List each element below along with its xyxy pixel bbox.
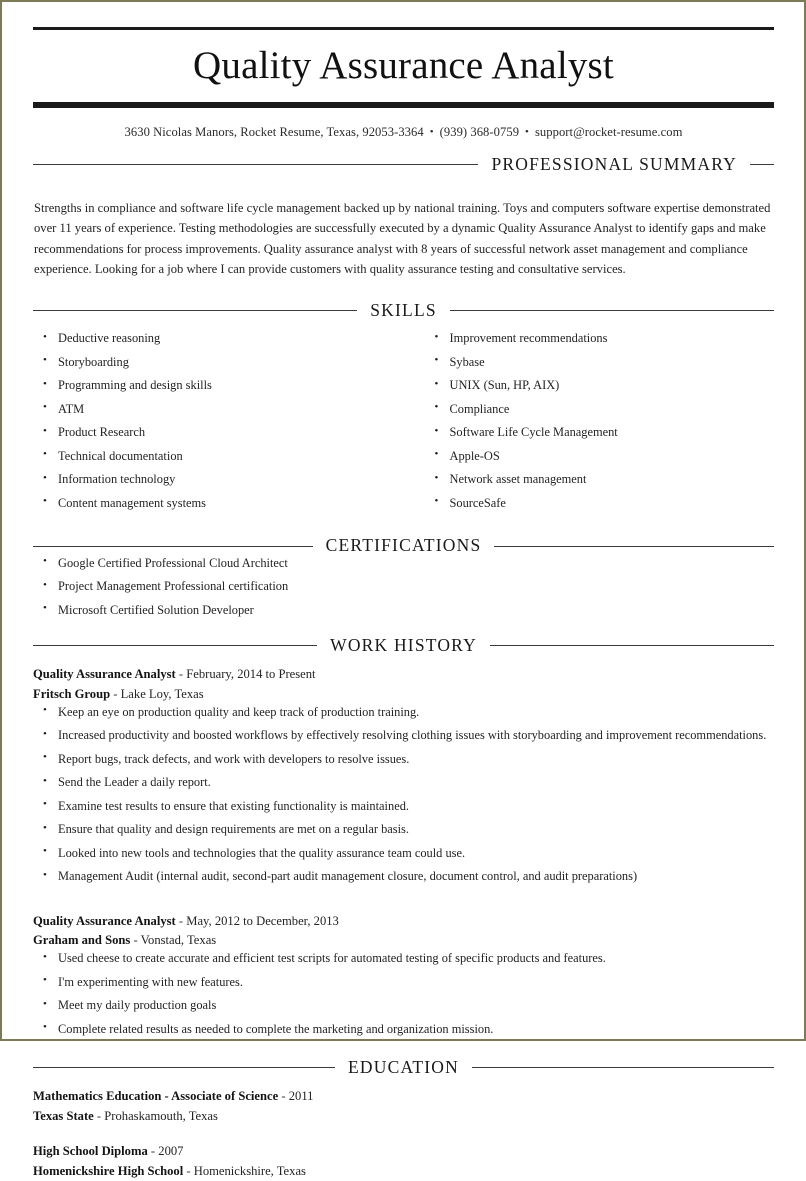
resume-content xyxy=(2,2,804,1178)
list-item: • Send the Leader a daily report. xyxy=(33,774,774,791)
heading-rule-left xyxy=(33,546,313,547)
heading-rule-right xyxy=(450,310,774,311)
list-item: • Complete related results as needed to complete the marketing and organization mission. xyxy=(33,1021,774,1038)
list-item: • Microsoft Certified Solution Developer xyxy=(33,602,774,619)
job-company-line xyxy=(33,931,774,950)
list-item: • Keep an eye on production quality and keep track of production training. xyxy=(33,704,774,721)
list-item: • ATM xyxy=(33,401,404,418)
list-item: • Management Audit (internal audit, second-part audit management closure, document control, and audit preparations) xyxy=(33,868,774,885)
section-work-history xyxy=(33,634,774,1038)
list-item: • Information technology xyxy=(33,471,404,488)
section-title: PROFESSIONAL SUMMARY xyxy=(491,153,737,174)
job-company: Graham and Sons xyxy=(33,932,131,947)
section-heading-education xyxy=(33,1056,774,1077)
list-item: • Looked into new tools and technologies that the quality assurance team could use. xyxy=(33,845,774,862)
section-title: EDUCATION xyxy=(348,1056,459,1077)
list-item: • Content management systems xyxy=(33,495,404,512)
education-location: Prohaskamouth, Texas xyxy=(104,1108,218,1123)
section-skills xyxy=(33,299,774,519)
skills-column-left xyxy=(33,330,404,518)
separator-dash: - xyxy=(113,686,118,701)
contact-address: 3630 Nicolas Manors, Rocket Resume, Texas, 92053-3364 xyxy=(124,124,424,139)
heading-rule-right xyxy=(472,1067,774,1068)
section-professional-summary xyxy=(33,153,774,280)
education-degree: Mathematics Education - Associate of Science xyxy=(33,1089,279,1104)
resume-header xyxy=(33,27,774,108)
list-item: • Software Life Cycle Management xyxy=(425,424,775,441)
job-dates: February, 2014 to Present xyxy=(186,667,316,682)
education-entry xyxy=(33,1126,774,1181)
list-item: • Google Certified Professional Cloud Architect xyxy=(33,555,774,572)
heading-rule-left xyxy=(33,645,317,646)
education-school-line xyxy=(33,1107,774,1127)
list-item: • Project Management Professional certification xyxy=(33,578,774,595)
list-item: • Technical documentation xyxy=(33,448,404,465)
education-school: Texas State xyxy=(33,1108,94,1123)
section-title: WORK HISTORY xyxy=(330,634,477,655)
job-bullets-list xyxy=(33,950,774,1038)
contact-separator-1: • xyxy=(429,125,434,138)
job-bullets-list xyxy=(33,704,774,886)
list-item: • Deductive reasoning xyxy=(33,330,404,347)
skills-column-right xyxy=(404,330,775,518)
separator-dash: - xyxy=(178,667,184,682)
list-item: • I'm experimenting with new features. xyxy=(33,974,774,991)
separator-dash: - xyxy=(133,932,138,947)
contact-email: support@rocket-resume.com xyxy=(534,124,683,139)
job-title: Quality Assurance Analyst xyxy=(33,913,176,928)
work-history-entry xyxy=(33,892,774,1038)
separator-dash: - xyxy=(96,1108,102,1123)
certifications-list xyxy=(33,555,774,619)
education-year: 2011 xyxy=(288,1089,314,1104)
section-heading-skills xyxy=(33,299,774,320)
list-item: • Compliance xyxy=(425,401,775,418)
separator-dash: - xyxy=(178,913,184,928)
skills-list-right xyxy=(425,330,775,512)
contact-separator-2: • xyxy=(525,125,529,138)
heading-rule-left xyxy=(33,310,357,311)
section-heading-work-history xyxy=(33,634,774,655)
education-entry xyxy=(33,1076,774,1126)
contact-line xyxy=(33,108,774,140)
job-title-line xyxy=(33,665,774,684)
section-title: CERTIFICATIONS xyxy=(325,535,482,556)
job-company: Fritsch Group xyxy=(33,686,111,701)
heading-rule-right xyxy=(750,164,774,165)
page-title: Quality Assurance Analyst xyxy=(193,44,614,87)
list-item: • Programming and design skills xyxy=(33,377,404,394)
contact-phone: (939) 368-0759 xyxy=(439,124,520,139)
summary-text: Strengths in compliance and software life cycle management backed up by national training. Toys and computers software expertise demonstrated over 11 years of experience. Testing methodologies are successfully executed by a dynamic Quality Assurance Analyst to identify gaps and make recommendations for process improvements. Quality assurance analyst with 8 years of successful network asset management and compliance experience. Looking for a job where I can provide customers with quality assurance testing and consultative services. xyxy=(34,200,771,277)
job-title-line xyxy=(33,912,774,931)
list-item: • Meet my daily production goals xyxy=(33,997,774,1014)
list-item: • Examine test results to ensure that existing functionality is maintained. xyxy=(33,798,774,815)
education-location: Homenickshire, Texas xyxy=(193,1163,306,1178)
job-location: Vonstad, Texas xyxy=(140,932,217,947)
heading-rule-left xyxy=(33,164,478,165)
list-item: • Used cheese to create accurate and efficient test scripts for automated testing of specific products and features. xyxy=(33,950,774,967)
work-history-entry xyxy=(33,654,774,885)
job-company-line xyxy=(33,685,774,704)
education-year: 2007 xyxy=(158,1144,184,1159)
separator-dash: - xyxy=(150,1144,156,1159)
education-degree-line xyxy=(33,1142,774,1162)
separator-dash: - xyxy=(186,1163,191,1178)
section-education xyxy=(33,1056,774,1181)
section-certifications xyxy=(33,537,774,619)
section-title: SKILLS xyxy=(370,299,437,320)
skills-columns xyxy=(33,319,774,518)
list-item: • Storyboarding xyxy=(33,354,404,371)
list-item: • Ensure that quality and design requirements are met on a regular basis. xyxy=(33,821,774,838)
education-degree: High School Diploma xyxy=(33,1144,148,1159)
list-item: • Increased productivity and boosted workflows by effectively resolving clothing issues with storyboarding and improvement recommendations. xyxy=(33,727,774,744)
list-item: • Improvement recommendations xyxy=(425,330,775,347)
list-item: • Product Research xyxy=(33,424,404,441)
job-dates: May, 2012 to December, 2013 xyxy=(186,913,339,928)
education-school: Homenickshire High School xyxy=(33,1163,184,1178)
section-heading-certifications xyxy=(33,537,774,555)
heading-rule-right xyxy=(490,645,774,646)
heading-rule-left xyxy=(33,1067,335,1068)
list-item: • SourceSafe xyxy=(425,495,775,512)
list-item: • UNIX (Sun, HP, AIX) xyxy=(425,377,775,394)
list-item: • Report bugs, track defects, and work with developers to resolve issues. xyxy=(33,751,774,768)
separator-dash: - xyxy=(281,1089,286,1104)
section-heading-professional-summary xyxy=(33,153,774,174)
education-school-line xyxy=(33,1162,774,1181)
education-degree-line xyxy=(33,1087,774,1107)
resume-title-band xyxy=(33,30,774,106)
list-item: • Sybase xyxy=(425,354,775,371)
list-item: • Apple-OS xyxy=(425,448,775,465)
job-location: Lake Loy, Texas xyxy=(120,686,204,701)
list-item: • Network asset management xyxy=(425,471,775,488)
heading-rule-right xyxy=(494,546,774,547)
job-title: Quality Assurance Analyst xyxy=(33,667,176,682)
skills-list-left xyxy=(33,330,404,512)
